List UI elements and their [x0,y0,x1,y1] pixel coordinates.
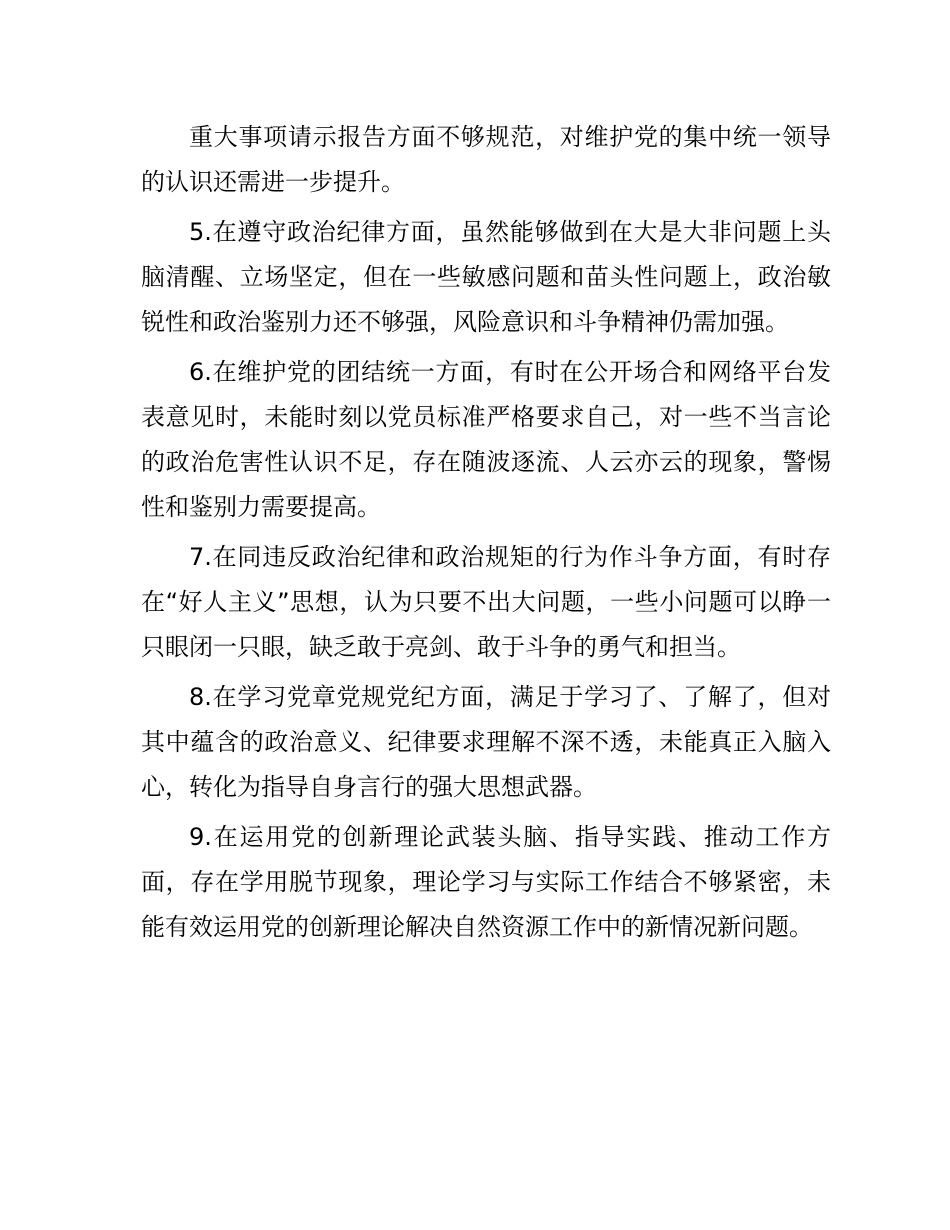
paragraph-item-7: 7.在同违反政治纪律和政治规矩的行为作斗争方面，有时存在“好人主义”思想，认为只要不出大问题，一些小问题可以睁一只眼闭一只眼，缺乏敢于亮剑、敢于斗争的勇气和担当。 [141,543,831,661]
paragraph-continued: 重大事项请示报告方面不够规范，对维护党的集中统一领导的认识还需进一步提升。 [141,123,831,196]
document-body [141,115,831,955]
paragraph-item-9: 9.在运用党的创新理论武装头脑、指导实践、推动工作方面，存在学用脱节现象，理论学习与实际工作结合不够紧密，未能有效运用党的创新理论解决自然资源工作中的新情况新问题。 [141,823,831,941]
paragraph-item-6: 6.在维护党的团结统一方面，有时在公开场合和网络平台发表意见时，未能时刻以党员标准严格要求自己，对一些不当言论的政治危害性认识不足，存在随波逐流、人云亦云的现象，警惕性和鉴别力需要提高。 [141,358,831,521]
paragraph-item-5: 5.在遵守政治纪律方面，虽然能够做到在大是大非问题上头脑清醒、立场坚定，但在一些敏感问题和苗头性问题上，政治敏锐性和政治鉴别力还不够强，风险意识和斗争精神仍需加强。 [141,218,831,336]
paragraph-item-8: 8.在学习党章党规党纪方面，满足于学习了、了解了，但对其中蕴含的政治意义、纪律要求理解不深不透，未能真正入脑入心，转化为指导自身言行的强大思想武器。 [141,683,831,801]
